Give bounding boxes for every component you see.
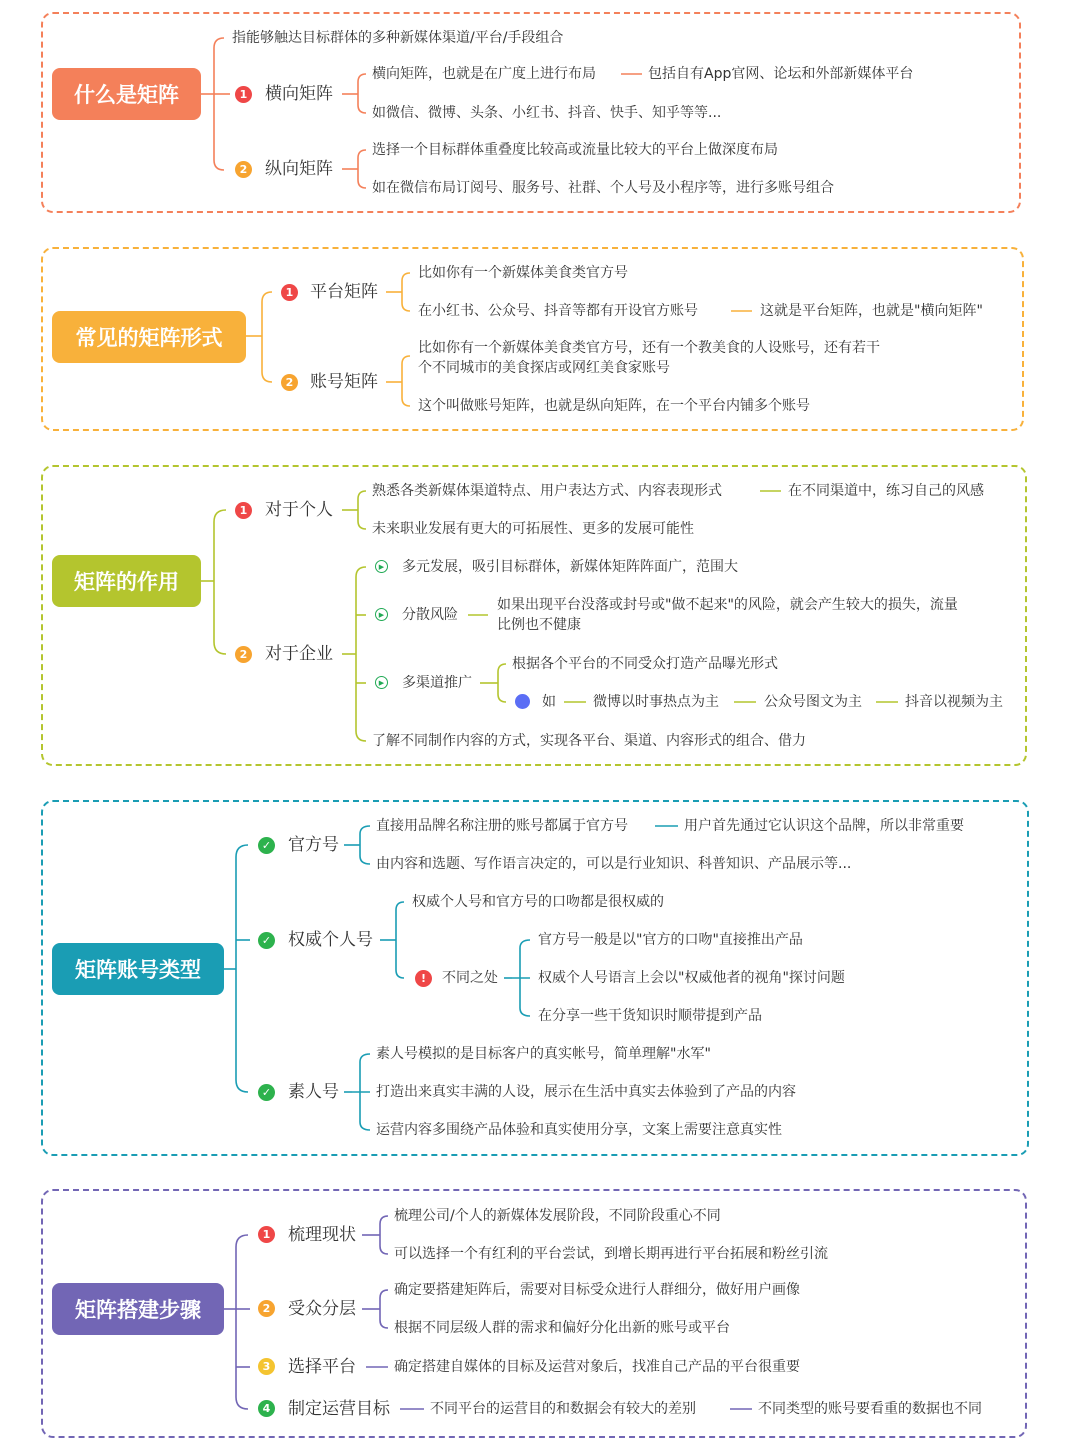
multichannel-desc: 根据各个平台的不同受众打造产品曝光形式: [512, 656, 778, 672]
official-desc: 直接用品牌名称注册的账号都属于官方号: [376, 818, 628, 834]
enterprise-point-multichannel-label: 多渠道推广: [402, 675, 472, 691]
platform-matrix-desc: 在小红书、公众号、抖音等都有开设官方账号: [418, 303, 698, 319]
branch-vertical-matrix: 纵向矩阵: [265, 159, 333, 179]
example-douyin: 抖音以视频为主: [905, 694, 1003, 710]
individual-benefit-1: 熟悉各类新媒体渠道特点、用户表达方式、内容表现形式: [372, 483, 722, 499]
branch-for-enterprise: 对于企业: [265, 644, 333, 664]
account-matrix-desc: 这个叫做账号矩阵，也就是纵向矩阵，在一个平台内铺多个账号: [418, 398, 810, 414]
example-label: 如: [542, 694, 556, 710]
difference-label: 不同之处: [442, 970, 498, 986]
step-set-goals: 制定运营目标: [288, 1399, 390, 1419]
branch-account-matrix: 账号矩阵: [310, 372, 378, 392]
platform-matrix-example: 比如你有一个新媒体美食类官方号: [418, 265, 628, 281]
badge-4: 4: [258, 1400, 275, 1417]
check-icon: ✓: [258, 932, 275, 949]
enterprise-point-combine: 了解不同制作内容的方式，实现各平台、渠道、内容形式的组合、借力: [372, 733, 806, 749]
root-node-matrix-role: 矩阵的作用: [52, 555, 201, 607]
risk-desc-line2: 比例也不健康: [497, 617, 581, 633]
platform-matrix-note: 这就是平台矩阵，也就是"横向矩阵": [760, 303, 983, 319]
risk-desc-line1: 如果出现平台没落或封号或"做不起来"的风险，就会产生较大的损失，流量: [497, 597, 958, 613]
individual-benefit-1-extra: 在不同渠道中，练习自己的风感: [788, 483, 984, 499]
root-node-account-types: 矩阵账号类型: [52, 943, 224, 995]
account-matrix-example-line2: 个不同城市的美食探店或网红美食家账号: [418, 360, 670, 376]
root-node-build-steps: 矩阵搭建步骤: [52, 1283, 224, 1335]
horizontal-example: 如微信、微博、头条、小红书、抖音、快手、知乎等等...: [372, 105, 722, 121]
badge-2: 2: [235, 161, 252, 178]
definition-text: 指能够触达目标群体的多种新媒体渠道/平台/手段组合: [232, 30, 564, 46]
enterprise-point-diversify: 多元发展，吸引目标群体，新媒体矩阵阵面广，范围大: [402, 559, 738, 575]
difference-2: 权威个人号语言上会以"权威他者的视角"探讨问题: [538, 970, 845, 986]
horizontal-desc: 横向矩阵，也就是在广度上进行布局: [372, 66, 596, 82]
badge-2: 2: [235, 646, 252, 663]
amateur-desc-1: 素人号模拟的是目标客户的真实帐号，简单理解"水军": [376, 1046, 711, 1062]
badge-1: 1: [281, 284, 298, 301]
badge-2: 2: [258, 1300, 275, 1317]
branch-authority-account: 权威个人号: [288, 930, 373, 950]
step1-desc-2: 可以选择一个有红利的平台尝试，到增长期再进行平台拓展和粉丝引流: [394, 1246, 828, 1262]
badge-1: 1: [235, 86, 252, 103]
step3-desc: 确定搭建自媒体的目标及运营对象后，找准自己产品的平台很重要: [394, 1359, 800, 1375]
badge-1: 1: [235, 502, 252, 519]
vertical-example: 如在微信布局订阅号、服务号、社群、个人号及小程序等，进行多账号组合: [372, 180, 834, 196]
check-icon: ✓: [258, 1084, 275, 1101]
step-audience-layering: 受众分层: [288, 1299, 356, 1319]
difference-1: 官方号一般是以"官方的口吻"直接推出产品: [538, 932, 803, 948]
step4-desc: 不同平台的运营目的和数据会有较大的差别: [430, 1401, 696, 1417]
play-icon: ▶: [375, 608, 388, 621]
alert-icon: !: [415, 970, 432, 987]
official-content: 由内容和选题、写作语言决定的，可以是行业知识、科普知识、产品展示等...: [376, 856, 852, 872]
check-icon: ✓: [258, 837, 275, 854]
step-sort-status: 梳理现状: [288, 1225, 356, 1245]
badge-3: 3: [258, 1358, 275, 1375]
step4-desc-extra: 不同类型的账号要看重的数据也不同: [758, 1401, 982, 1417]
branch-for-individual: 对于个人: [265, 500, 333, 520]
branch-horizontal-matrix: 横向矩阵: [265, 84, 333, 104]
root-node-common-forms: 常见的矩阵形式: [52, 311, 246, 363]
amateur-desc-2: 打造出来真实丰满的人设，展示在生活中真实去体验到了产品的内容: [376, 1084, 796, 1100]
step-select-platform: 选择平台: [288, 1357, 356, 1377]
amateur-desc-3: 运营内容多围绕产品体验和真实使用分享，文案上需要注意真实性: [376, 1122, 782, 1138]
horizontal-desc-extra: 包括自有App官网、论坛和外部新媒体平台: [648, 66, 914, 82]
root-node-what-is-matrix: 什么是矩阵: [52, 68, 201, 120]
bullet-dot-icon: [515, 694, 530, 709]
play-icon: ▶: [375, 676, 388, 689]
account-matrix-example-line1: 比如你有一个新媒体美食类官方号，还有一个教美食的人设账号，还有若干: [418, 340, 880, 356]
example-weibo: 微博以时事热点为主: [593, 694, 719, 710]
step2-desc-2: 根据不同层级人群的需求和偏好分化出新的账号或平台: [394, 1320, 730, 1336]
official-desc-extra: 用户首先通过它认识这个品牌，所以非常重要: [684, 818, 964, 834]
branch-amateur-account: 素人号: [288, 1082, 339, 1102]
badge-1: 1: [258, 1226, 275, 1243]
step2-desc-1: 确定要搭建矩阵后，需要对目标受众进行人群细分，做好用户画像: [394, 1282, 800, 1298]
example-wechat: 公众号图文为主: [764, 694, 862, 710]
branch-official-account: 官方号: [288, 835, 339, 855]
branch-platform-matrix: 平台矩阵: [310, 282, 378, 302]
difference-3: 在分享一些干货知识时顺带提到产品: [538, 1008, 762, 1024]
badge-2: 2: [281, 374, 298, 391]
vertical-desc: 选择一个目标群体重叠度比较高或流量比较大的平台上做深度布局: [372, 142, 778, 158]
step1-desc-1: 梳理公司/个人的新媒体发展阶段，不同阶段重心不同: [394, 1208, 721, 1224]
authority-desc: 权威个人号和官方号的口吻都是很权威的: [412, 894, 664, 910]
play-icon: ▶: [375, 560, 388, 573]
individual-benefit-2: 未来职业发展有更大的可拓展性、更多的发展可能性: [372, 521, 694, 537]
enterprise-point-risk-label: 分散风险: [402, 607, 458, 623]
